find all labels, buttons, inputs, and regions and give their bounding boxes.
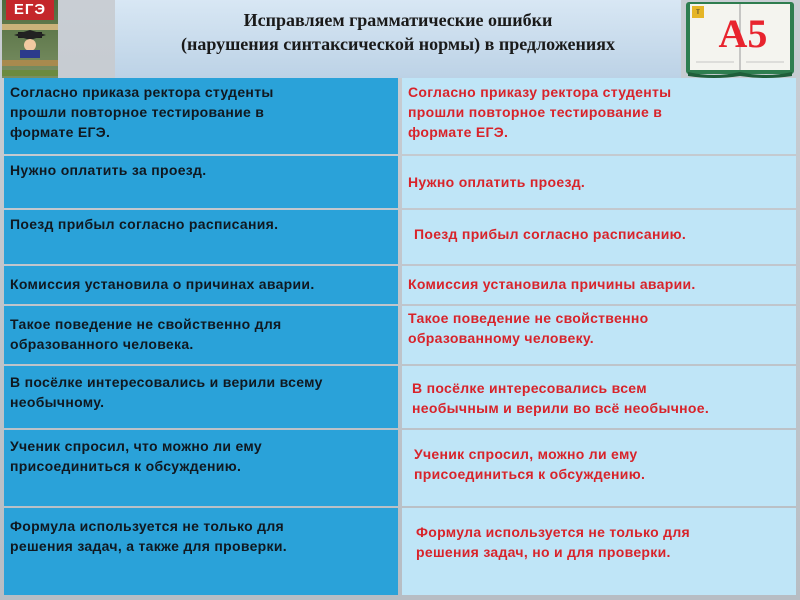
page-title (115, 8, 681, 56)
corrections-table (4, 78, 796, 595)
corrected-sentence: Согласно приказу ректора студенты прошли повторное тестирование в формате ЕГЭ. (402, 78, 796, 154)
table-row (4, 78, 796, 154)
header (115, 0, 681, 78)
wrong-sentence: Нужно оплатить за проезд. (4, 156, 398, 208)
corrected-sentence: Поезд прибыл согласно расписанию. (402, 210, 796, 264)
corrected-sentence: Нужно оплатить проезд. (402, 156, 796, 208)
graduate-icon (12, 30, 48, 58)
logo-text: ЕГЭ (6, 0, 54, 20)
wrong-sentence: В посёлке интересовались и верили всему необычному. (4, 366, 398, 428)
table-row (4, 306, 796, 364)
wrong-sentence: Формула используется не только для решения задач, а также для проверки. (4, 508, 398, 595)
task-number: А5 (718, 11, 768, 56)
corrected-sentence: Ученик спросил, можно ли ему присоединиться к обсуждению. (402, 430, 796, 506)
wrong-sentence: Ученик спросил, что можно ли ему присоединиться к обсуждению. (4, 430, 398, 506)
shelf-decoration (2, 60, 58, 66)
wrong-sentence: Комиссия установила о причинах аварии. (4, 266, 398, 304)
table-row (4, 508, 796, 595)
badge-corner-tag: т (692, 6, 704, 18)
book-badge (684, 0, 796, 80)
corrected-sentence: Формула используется не только для решения задач, но и для проверки. (402, 508, 796, 595)
shelf-decoration (2, 70, 58, 76)
corrected-sentence: Комиссия установила причины аварии. (402, 266, 796, 304)
table-row (4, 266, 796, 304)
table-row (4, 210, 796, 264)
wrong-sentence: Согласно приказа ректора студенты прошли повторное тестирование в формате ЕГЭ. (4, 78, 398, 154)
wrong-sentence: Такое поведение не свойственно для образованного человека. (4, 306, 398, 364)
table-row (4, 366, 796, 428)
table-row (4, 430, 796, 506)
corrected-sentence: В посёлке интересовались всем необычным и верили во всё необычное. (402, 366, 796, 428)
corrected-sentence: Такое поведение не свойственно образованному человеку. (402, 306, 796, 364)
ege-logo (2, 0, 58, 78)
title-line-2: (нарушения синтаксической нормы) в предложениях (180, 34, 616, 54)
table-row (4, 156, 796, 208)
wrong-sentence: Поезд прибыл согласно расписания. (4, 210, 398, 264)
title-line-1: Исправляем грамматические ошибки (243, 10, 553, 30)
